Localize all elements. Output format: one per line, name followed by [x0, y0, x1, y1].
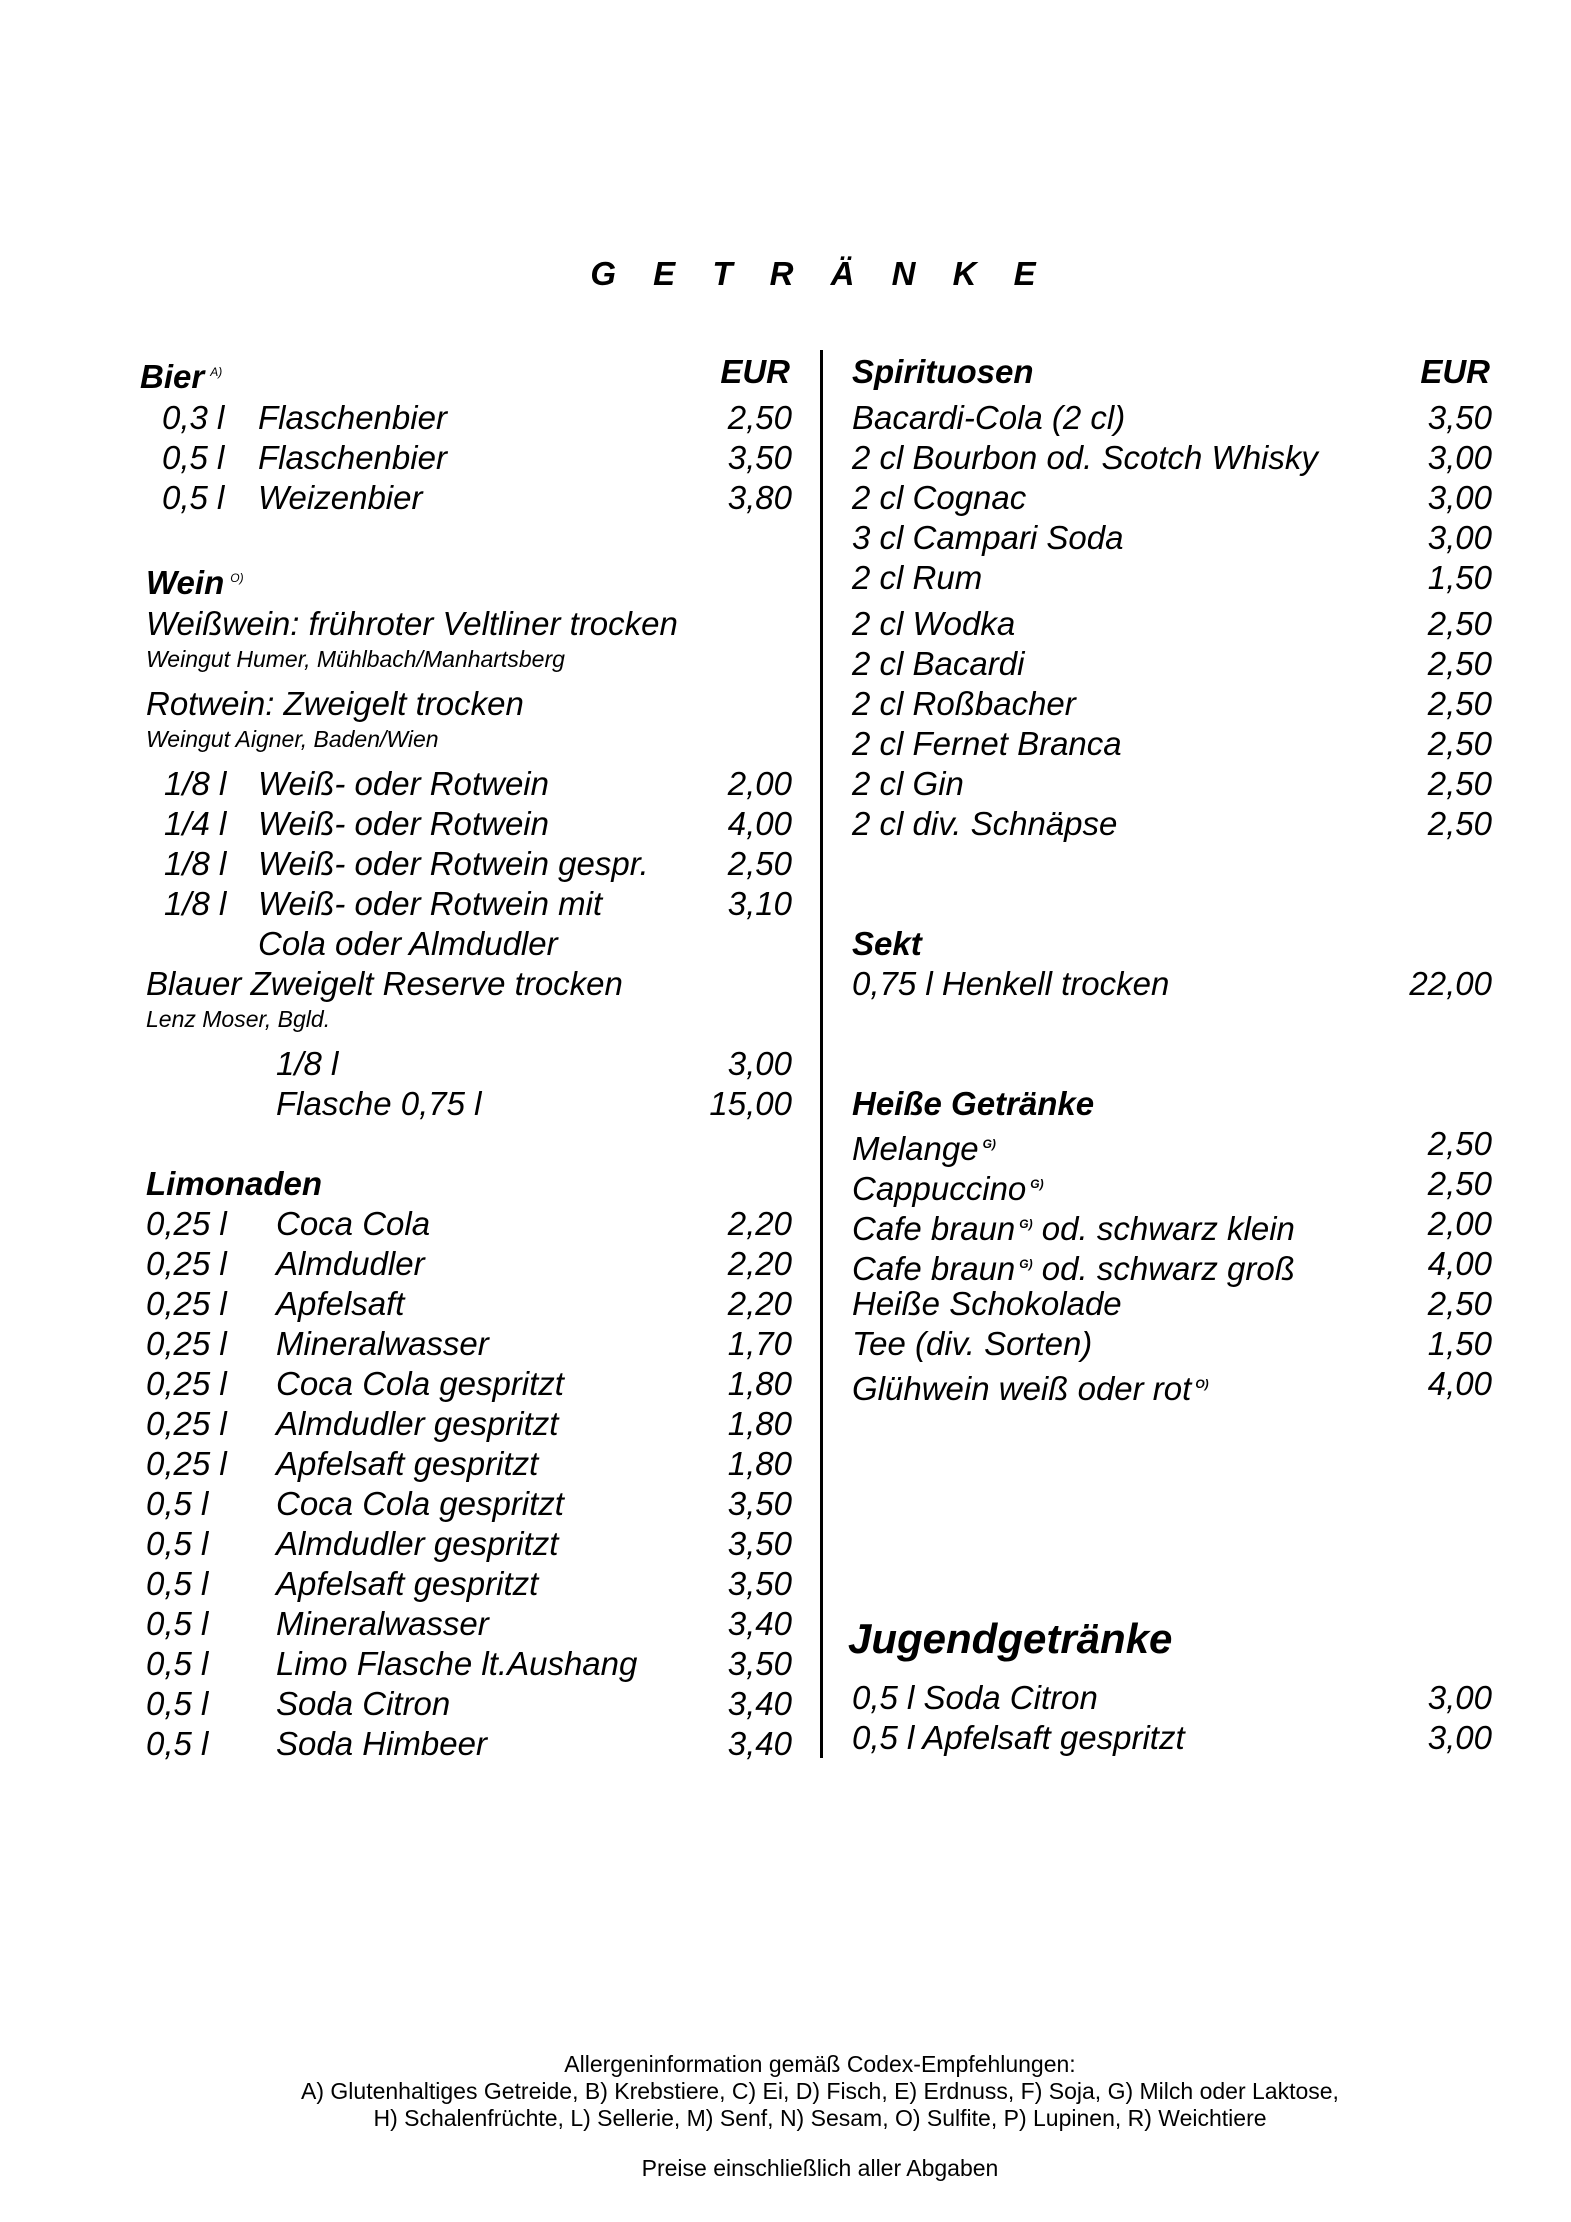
heisse-price: 4,00	[1427, 1245, 1492, 1282]
limonaden-price: 1,80	[727, 1365, 792, 1402]
spirituosen-name: 2 cl Bacardi	[852, 645, 1025, 682]
reserve-price: 3,00	[727, 1045, 792, 1082]
heisse-name: Cappuccino $^{G)}$	[852, 1170, 1044, 1207]
heisse-price: 4,00	[1427, 1365, 1492, 1402]
spirituosen-price: 2,50	[1427, 725, 1492, 762]
wein-price: 4,00	[727, 805, 792, 842]
reserve-size: 1/8 l	[276, 1045, 339, 1082]
limonaden-price: 3,50	[727, 1525, 792, 1562]
bier-name: Flaschenbier	[258, 399, 447, 436]
limonaden-name: Soda Himbeer	[276, 1725, 487, 1762]
bier-name: Weizenbier	[258, 479, 423, 516]
sekt-name: 0,75 l Henkell trocken	[852, 965, 1170, 1002]
limonaden-price: 2,20	[727, 1245, 792, 1282]
wein-name: Weiß- oder Rotwein mit	[258, 885, 603, 922]
limonaden-name: Almdudler	[276, 1245, 425, 1282]
limonaden-qty: 0,5 l	[146, 1605, 209, 1642]
bier-name: Flaschenbier	[258, 439, 447, 476]
wein-qty: 1/4 l	[164, 805, 227, 842]
limonaden-qty: 0,5 l	[146, 1725, 209, 1762]
spirituosen-price: 2,50	[1427, 605, 1492, 642]
spirituosen-price: 2,50	[1427, 765, 1492, 802]
jugend-name: 0,5 l Soda Citron	[852, 1679, 1098, 1716]
wein-name-continued: Cola oder Almdudler	[258, 925, 558, 962]
jugend-price: 3,00	[1427, 1719, 1492, 1756]
spirituosen-price: 3,50	[1427, 399, 1492, 436]
spirituosen-name: 2 cl Rum	[852, 559, 983, 596]
spirituosen-name: 2 cl Fernet Branca	[852, 725, 1122, 762]
limonaden-name: Soda Citron	[276, 1685, 451, 1722]
limonaden-qty: 0,5 l	[146, 1565, 209, 1602]
wein-price: 3,10	[727, 885, 792, 922]
bier-price: 3,50	[727, 439, 792, 476]
reserve-origin: Lenz Moser, Bgld.	[146, 1006, 331, 1032]
bier-qty: 0,5 l	[162, 439, 225, 476]
spirituosen-price: 2,50	[1427, 685, 1492, 722]
limonaden-qty: 0,5 l	[146, 1525, 209, 1562]
limonaden-price: 3,50	[727, 1485, 792, 1522]
reserve-price: 15,00	[709, 1085, 792, 1122]
allergen-title: Allergeninformation gemäß Codex-Empfehlungen:	[564, 2051, 1076, 2077]
heisse-price: 1,50	[1427, 1325, 1492, 1362]
limonaden-qty: 0,25 l	[146, 1405, 227, 1442]
spirituosen-name: 2 cl div. Schnäpse	[852, 805, 1118, 842]
spirituosen-name: 3 cl Campari Soda	[852, 519, 1124, 556]
limonaden-name: Mineralwasser	[276, 1605, 489, 1642]
wein-name: Weiß- oder Rotwein gespr.	[258, 845, 649, 882]
limonaden-price: 3,40	[727, 1605, 792, 1642]
heisse-name: Tee (div. Sorten)	[852, 1325, 1093, 1362]
limonaden-price: 1,80	[727, 1445, 792, 1482]
limonaden-name: Almdudler gespritzt	[276, 1525, 559, 1562]
limonaden-name: Apfelsaft	[276, 1285, 405, 1322]
limonaden-price: 2,20	[727, 1285, 792, 1322]
limonaden-qty: 0,25 l	[146, 1365, 227, 1402]
rotwein-origin: Weingut Aigner, Baden/Wien	[146, 726, 439, 752]
limonaden-price: 3,50	[727, 1645, 792, 1682]
currency-left: EUR	[720, 353, 790, 390]
limonaden-name: Apfelsaft gespritzt	[276, 1445, 539, 1482]
prices-note: Preise einschließlich aller Abgaben	[641, 2155, 999, 2181]
heisse-allergen: G)	[982, 1137, 996, 1151]
heisse-name: Melange $^{G)}$	[852, 1130, 996, 1167]
heisse-price: 2,50	[1427, 1285, 1492, 1322]
jugend-heading: Jugendgetränke	[848, 1615, 1173, 1662]
heisse-allergen: G)	[1030, 1177, 1044, 1191]
heisse-heading: Heiße Getränke	[852, 1085, 1095, 1122]
limonaden-price: 1,70	[727, 1325, 792, 1362]
limonaden-qty: 0,25 l	[146, 1285, 227, 1322]
wein-heading: Wein $^{O)}$	[146, 564, 244, 601]
wein-qty: 1/8 l	[164, 765, 227, 802]
heisse-name: Cafe braun $^{G)}$ od. schwarz klein	[852, 1210, 1295, 1247]
wein-name: Weiß- oder Rotwein	[258, 805, 549, 842]
jugend-price: 3,00	[1427, 1679, 1492, 1716]
wein-name: Weiß- oder Rotwein	[258, 765, 549, 802]
spirituosen-name: 2 cl Wodka	[852, 605, 1016, 642]
heisse-allergen: G)	[1019, 1217, 1033, 1231]
spirituosen-name: 2 cl Cognac	[852, 479, 1027, 516]
limonaden-qty: 0,5 l	[146, 1485, 209, 1522]
reserve-title: Blauer Zweigelt Reserve trocken	[146, 965, 623, 1002]
spirituosen-price: 3,00	[1427, 519, 1492, 556]
limonaden-name: Coca Cola gespritzt	[276, 1365, 564, 1402]
bier-allergen: A)	[210, 365, 223, 379]
heisse-name: Glühwein weiß oder rot $^{O)}$	[852, 1370, 1209, 1407]
wein-price: 2,00	[727, 765, 792, 802]
limonaden-name: Coca Cola	[276, 1205, 431, 1242]
sekt-heading: Sekt	[852, 925, 922, 962]
allergen-line: H) Schalenfrüchte, L) Sellerie, M) Senf, N) Sesam, O) Sulfite, P) Lupinen, R) Weichtiere	[373, 2105, 1267, 2131]
wein-qty: 1/8 l	[164, 845, 227, 882]
limonaden-name: Apfelsaft gespritzt	[276, 1565, 539, 1602]
limonaden-heading: Limonaden	[146, 1165, 323, 1202]
reserve-size: Flasche 0,75 l	[276, 1085, 482, 1122]
spirituosen-price: 1,50	[1427, 559, 1492, 596]
limonaden-qty: 0,5 l	[146, 1645, 209, 1682]
spirituosen-name: 2 cl Gin	[852, 765, 964, 802]
limonaden-price: 2,20	[727, 1205, 792, 1242]
weisswein-origin: Weingut Humer, Mühlbach/Manhartsberg	[146, 646, 565, 672]
allergen-line: A) Glutenhaltiges Getreide, B) Krebstiere, C) Ei, D) Fisch, E) Erdnuss, F) Soja, G) Milch oder Laktose,	[301, 2078, 1339, 2104]
heisse-name: Cafe braun $^{G)}$ od. schwarz groß	[852, 1250, 1295, 1287]
limonaden-name: Limo Flasche lt.Aushang	[276, 1645, 638, 1682]
spirituosen-price: 3,00	[1427, 479, 1492, 516]
jugend-name: 0,5 l Apfelsaft gespritzt	[852, 1719, 1185, 1756]
spirituosen-name: 2 cl Roßbacher	[852, 685, 1076, 722]
bier-price: 3,80	[727, 479, 792, 516]
spirituosen-heading: Spirituosen	[852, 353, 1034, 390]
limonaden-price: 3,40	[727, 1725, 792, 1762]
weisswein-title: Weißwein: frühroter Veltliner trocken	[146, 605, 678, 642]
bier-heading: Bier $^{A)}$	[140, 358, 223, 395]
heisse-name: Heiße Schokolade	[852, 1285, 1122, 1322]
limonaden-qty: 0,25 l	[146, 1445, 227, 1482]
bier-qty: 0,5 l	[162, 479, 225, 516]
heisse-price: 2,00	[1427, 1205, 1492, 1242]
spirituosen-name: Bacardi-Cola (2 cl)	[852, 399, 1126, 436]
limonaden-qty: 0,5 l	[146, 1685, 209, 1722]
bier-qty: 0,3 l	[162, 399, 225, 436]
limonaden-qty: 0,25 l	[146, 1325, 227, 1362]
limonaden-qty: 0,25 l	[146, 1205, 227, 1242]
heisse-allergen: O)	[1195, 1377, 1209, 1391]
rotwein-title: Rotwein: Zweigelt trocken	[146, 685, 524, 722]
spirituosen-price: 3,00	[1427, 439, 1492, 476]
limonaden-name: Mineralwasser	[276, 1325, 489, 1362]
sekt-price: 22,00	[1409, 965, 1492, 1002]
spirituosen-price: 2,50	[1427, 645, 1492, 682]
page-title: G E T R Ä N K E	[590, 255, 1050, 292]
wein-price: 2,50	[727, 845, 792, 882]
limonaden-name: Coca Cola gespritzt	[276, 1485, 564, 1522]
wein-qty: 1/8 l	[164, 885, 227, 922]
limonaden-qty: 0,25 l	[146, 1245, 227, 1282]
heisse-price: 2,50	[1427, 1125, 1492, 1162]
heisse-allergen: G)	[1019, 1257, 1033, 1271]
column-divider	[820, 350, 823, 1758]
bier-price: 2,50	[727, 399, 792, 436]
heisse-price: 2,50	[1427, 1165, 1492, 1202]
currency-right: EUR	[1420, 353, 1490, 390]
limonaden-price: 3,50	[727, 1565, 792, 1602]
limonaden-name: Almdudler gespritzt	[276, 1405, 559, 1442]
limonaden-price: 1,80	[727, 1405, 792, 1442]
limonaden-price: 3,40	[727, 1685, 792, 1722]
wein-allergen: O)	[230, 571, 244, 585]
spirituosen-price: 2,50	[1427, 805, 1492, 842]
spirituosen-name: 2 cl Bourbon od. Scotch Whisky	[852, 439, 1318, 476]
